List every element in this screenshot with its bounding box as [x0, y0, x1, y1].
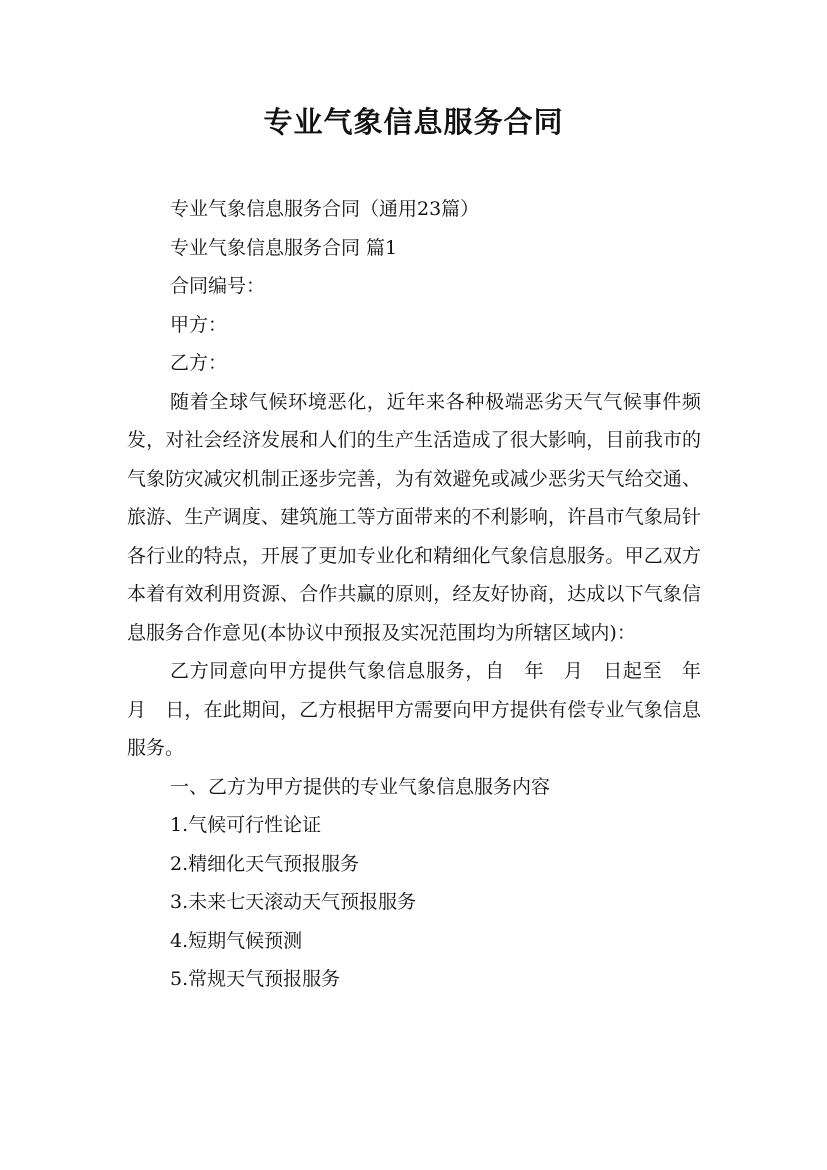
service-period-paragraph: 乙方同意向甲方提供气象信息服务，自 年 月 日起至 年 月 日，在此期间，乙方根据甲方需要向甲方提供有偿专业气象信息服务。: [127, 660, 721, 759]
intro-paragraph: 随着全球气候环境恶化，近年来各种极端恶劣天气气候事件频发，对社会经济发展和人们的生产生活造成了很大影响，目前我市的气象防灾减灾机制正逐步完善，为有效避免或减少恶劣天气给交通、旅游、生产调度、建筑施工等方面带来的不利影响，许昌市气象局针各行业的特点，开展了更加专业化和精细化气象信息服务。甲乙双方本着有效利用资源、合作共赢的原则，经友好协商，达成以下气象信息服务合作意见(本协议中预报及实况范围均为所辖区域内)：: [127, 390, 701, 644]
section-title-line: 专业气象信息服务合同 篇1: [170, 236, 398, 259]
section-heading: 一、乙方为甲方提供的专业气象信息服务内容: [170, 775, 551, 798]
list-item: 1.气候可行性论证: [170, 814, 322, 836]
list-item: 4.短期气候预测: [170, 929, 303, 952]
document-title: 专业气象信息服务合同: [263, 105, 564, 139]
party-a-line: 甲方：: [170, 313, 228, 336]
list-item: 5.常规天气预报服务: [170, 968, 341, 990]
contract-number-line: 合同编号：: [170, 275, 266, 297]
list-item: 2.精细化天气预报服务: [170, 852, 360, 875]
document-body: [127, 190, 721, 999]
party-b-line: 乙方：: [170, 352, 228, 374]
list-item: 3.未来七天滚动天气预报服务: [170, 891, 417, 913]
subtitle-line: 专业气象信息服务合同（通用23篇）: [170, 198, 480, 220]
